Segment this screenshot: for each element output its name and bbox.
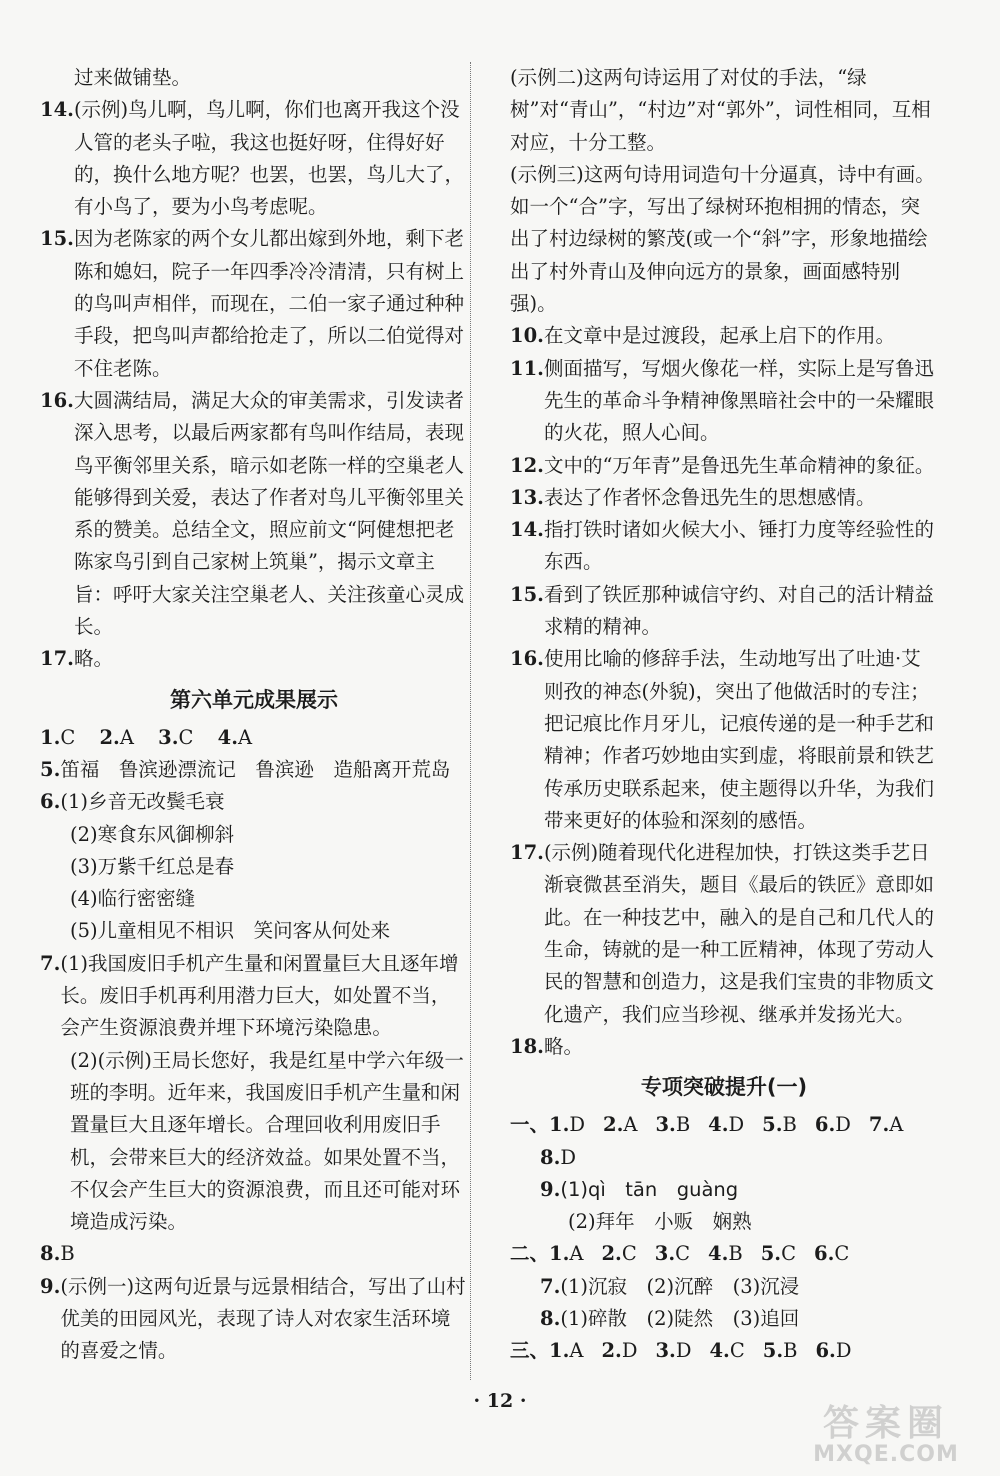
mc-answer (655, 1339, 691, 1362)
question-number: 4. (708, 1113, 729, 1137)
answer-8 (40, 1238, 468, 1270)
mc-answer (708, 1242, 743, 1265)
answer-9 (40, 1271, 468, 1368)
part-1-q8 (510, 1142, 938, 1174)
mc-answer (815, 1339, 851, 1362)
answer-text: (1)沉寂 (2)沉醉 (3)沉浸 (560, 1274, 800, 1298)
mc-answer (655, 1113, 690, 1136)
question-number: 16. (40, 388, 74, 412)
answer-choice: A (237, 725, 253, 749)
answer-16 (40, 385, 468, 643)
question-number: 2. (601, 1339, 622, 1363)
answer-6-part: (3)万紫千红总是春 (70, 854, 235, 878)
answer-6 (40, 786, 468, 818)
part-1-answers (510, 1109, 938, 1141)
mc-answer (549, 1339, 583, 1362)
question-number: 7. (868, 1113, 890, 1137)
question-number: 6. (814, 1242, 835, 1266)
answer-text: 笛福 鲁滨逊漂流记 鲁滨逊 造船离开荒岛 (60, 757, 451, 781)
mc-answer (763, 1339, 798, 1362)
answer-text: (示例)鸟儿啊，鸟儿啊，你们也离开我这个没人管的老头子啦，我这也挺好呀，住得好好的，换什么地方呢？也罢，也罢，鸟儿大了，有小鸟了，要为小鸟考虑呢。 (73, 98, 464, 219)
part-3-answers (510, 1335, 938, 1367)
answer-choice: C (729, 1339, 745, 1363)
mc-answer (99, 726, 133, 749)
answer-choice: C (675, 1242, 691, 1266)
question-number: 4. (217, 725, 238, 749)
question-number: 15. (510, 582, 544, 606)
question-number: 3. (655, 1339, 676, 1363)
answer-10 (510, 320, 938, 352)
answer-choice: D (835, 1339, 852, 1363)
question-number: 9. (40, 1274, 61, 1298)
part-label: 二、 (510, 1242, 550, 1266)
answer-text: (示例)随着现代化进程加快，打铁这类手艺日渐衰微甚至消失，题目《最后的铁匠》意即如此。在一种技艺中，融入的是自己和几代人的生命，铸就的是一种工匠精神，体现了劳动人民的智慧和创造力，这是我们宝贵的非物质文化遗产，我们应当珍视、继承并发扬光大。 (543, 841, 934, 1026)
answer-choice: B (728, 1242, 743, 1266)
column-divider (470, 62, 471, 1380)
question-number: 17. (40, 647, 74, 671)
section-title: 第六单元成果展示 (170, 687, 338, 712)
answer-14 (510, 514, 938, 579)
answer-14 (40, 94, 468, 223)
question-number: 15. (40, 227, 74, 251)
question-number: 7. (40, 951, 61, 975)
continued-text: 过来做铺垫。 (74, 66, 192, 89)
question-number: 5. (762, 1113, 783, 1137)
part-label: 一、 (510, 1113, 550, 1137)
question-number: 6. (815, 1339, 836, 1363)
question-number: 2. (603, 1113, 624, 1137)
question-number: 1. (40, 725, 61, 749)
question-number: 2. (601, 1242, 622, 1266)
question-number: 8. (40, 1242, 61, 1266)
watermark-logo-text: 答案圈 (822, 1403, 949, 1444)
answer-13 (510, 482, 938, 514)
question-number: 18. (510, 1034, 544, 1058)
question-number: 5. (40, 757, 61, 781)
mc-answer (40, 726, 75, 749)
question-number: 13. (510, 485, 544, 509)
question-number: 16. (510, 647, 544, 671)
answer-9-example-3: (示例三)这两句诗用词造句十分逼真，诗中有画。如一个“合”字，写出了绿树环抱相拥的情态，突出了村边绿树的繁茂(或一个“斜”字，形象地描绘出了村外青山及伸向远方的景象，画面感特别强)。 (510, 162, 935, 316)
answer-text: 因为老陈家的两个女儿都出嫁到外地，剩下老陈和媳妇，院子一年四季冷冷清清，只有树上的鸟叫声相伴，而现在，二伯一家子通过种种手段，把鸟叫声都给抢走了，所以二伯觉得对不住老陈。 (73, 227, 464, 380)
left-column (40, 62, 468, 1368)
question-number: 4. (708, 1242, 729, 1266)
mc-answer (761, 1242, 796, 1265)
question-number: 1. (549, 1339, 570, 1363)
question-number: 14. (40, 98, 74, 122)
answer-choice: C (781, 1242, 797, 1266)
multiple-choice-answers (40, 722, 468, 754)
answer-text: (1)我国废旧手机产生量和闲置量巨大且逐年增长。废旧手机再利用潜力巨大，如处置不当，会产生资源浪费并埋下环境污染隐患。 (60, 951, 459, 1040)
right-column (510, 62, 938, 1368)
answer-choice: D (728, 1113, 745, 1137)
answer-choice: D (675, 1339, 692, 1363)
answer-text: (1)碎散 (2)陡然 (3)追回 (560, 1306, 800, 1330)
answer-5 (40, 754, 468, 786)
answer-choice: D (560, 1145, 576, 1169)
answer-choice: B (783, 1339, 798, 1363)
answer-choice: A (623, 1113, 638, 1137)
question-number: 8. (540, 1145, 561, 1169)
question-number: 4. (709, 1339, 730, 1363)
question-number: 14. (510, 518, 544, 542)
mc-answer (762, 1113, 797, 1136)
answer-11 (510, 353, 938, 450)
answer-text: (示例一)这两句近景与远景相结合，写出了山村优美的田园风光，表现了诗人对农家生活环境的喜爱之情。 (60, 1274, 466, 1363)
mc-answer (601, 1242, 636, 1265)
answer-17 (40, 643, 468, 675)
answer-text: 指打铁时诸如火候大小、锤打力度等经验性的东西。 (543, 518, 934, 574)
answer-text: B (60, 1242, 75, 1266)
answer-choice: A (889, 1113, 904, 1137)
question-number: 10. (510, 324, 544, 348)
answer-choice: C (60, 725, 76, 749)
answer-15 (40, 223, 468, 384)
question-number: 6. (40, 790, 61, 814)
answer-text: 表达了作者怀念鲁迅先生的思想感情。 (543, 485, 876, 509)
answer-7 (40, 948, 468, 1045)
answer-text: 略。 (73, 647, 113, 671)
answer-16 (510, 643, 938, 837)
question-number: 3. (655, 1113, 676, 1137)
question-number: 12. (510, 453, 544, 477)
answer-text: 使用比喻的修辞手法，生动地写出了吐迪·艾则孜的神态(外貌)，突出了他做活时的专注；把记痕比作月牙儿，记痕传递的是一种手艺和精神；作者巧妙地由实到虚，将眼前景和铁艺传承历史联系起来，使主题得以升华，为我们带来更好的体验和深刻的感悟。 (543, 647, 934, 832)
answer-choice: D (621, 1339, 638, 1363)
question-number: 1. (549, 1113, 570, 1137)
part-2-q8 (510, 1303, 938, 1335)
watermark-url: MXQE.COM (813, 1442, 959, 1467)
question-number: 3. (654, 1242, 676, 1266)
question-number: 7. (540, 1274, 561, 1298)
answer-choice: A (569, 1339, 584, 1363)
section-title: 专项突破提升(一) (640, 1075, 808, 1100)
mc-answer (814, 1242, 849, 1265)
answer-choice: A (119, 725, 134, 749)
part-2-q7 (510, 1271, 938, 1303)
part-label: 三、 (510, 1339, 550, 1363)
mc-answer (815, 1113, 851, 1136)
mc-answer (218, 726, 252, 749)
mc-answer (655, 1242, 690, 1265)
question-number: 3. (158, 725, 179, 749)
answer-text: 在文章中是过渡段，起承上启下的作用。 (543, 324, 895, 348)
answer-6-part: (4)临行密密缝 (70, 887, 196, 911)
answer-choice: C (834, 1242, 850, 1266)
question-number: 5. (762, 1339, 784, 1363)
pinyin-answer: (1)qì tān guàng (560, 1177, 739, 1201)
mc-answer (708, 1113, 744, 1136)
answer-text: 略。 (543, 1034, 583, 1058)
watermark-logo (786, 1404, 986, 1470)
mc-answer (603, 1113, 637, 1136)
answer-choice: D (569, 1113, 586, 1137)
answer-17 (510, 837, 938, 1031)
mc-answer (158, 726, 193, 749)
part-2-answers (510, 1238, 938, 1270)
answer-9-example-2: (示例二)这两句诗运用了对仗的手法，“绿树”对“青山”，“村边”对“郭外”，词性相同，互相对应，十分工整。 (510, 66, 931, 154)
question-number: 17. (510, 841, 544, 865)
question-number: 9. (540, 1177, 561, 1201)
answer-choice: D (835, 1113, 851, 1137)
answer-choice: B (675, 1113, 691, 1137)
answer-choice: C (621, 1242, 637, 1266)
answer-text: 大圆满结局，满足大众的审美需求，引发读者深入思考，以最后两家都有鸟叫作结局，表现鸟平衡邻里关系，暗示如老陈一样的空巢老人能够得到关爱，表达了作者对鸟儿平衡邻里关系的赞美。总结全文，照应前文“阿健想把老陈家鸟引到自己家树上筑巢”，揭示文章主旨：呼吁大家关注空巢老人、关注孩童心灵成长。 (73, 388, 464, 639)
answer-18 (510, 1031, 938, 1063)
answer-6-part: (5)儿童相见不相识 笑问客从何处来 (70, 919, 391, 943)
answer-text: 看到了铁匠那种诚信守约、对自己的活计精益求精的精神。 (543, 582, 934, 639)
part-1-q9 (510, 1174, 938, 1206)
mc-answer (709, 1339, 744, 1362)
answer-text: (1)乡音无改鬓毛衰 (60, 790, 225, 814)
answer-choice: B (782, 1113, 797, 1137)
answer-7-part-2: (2)(示例)王局长您好，我是红星中学六年级一班的李明。近年来，我国废旧手机产生量和闲置量巨大且逐年增长。合理回收利用废旧手机，会带来巨大的经济效益。如果处置不当，不仅会产生巨大的资源浪费，而且还可能对环境造成污染。 (70, 1048, 464, 1234)
answer-text: 侧面描写，写烟火像花一样，实际上是写鲁迅先生的革命斗争精神像黑暗社会中的一朵耀眼的火花，照人心间。 (543, 356, 934, 445)
question-number: 8. (540, 1306, 561, 1330)
mc-answer (869, 1113, 903, 1136)
answer-15 (510, 579, 938, 644)
answer-text: 文中的“万年青”是鲁迅先生革命精神的象征。 (543, 453, 935, 477)
question-number: 6. (814, 1113, 836, 1137)
answer-choice: A (569, 1242, 584, 1266)
question-number: 5. (760, 1242, 782, 1266)
part-1-q9-part-2: (2)拜年 小贩 娴熟 (568, 1210, 752, 1234)
mc-answer (549, 1242, 583, 1265)
question-number: 11. (510, 356, 544, 380)
page-number: · 12 · (473, 1390, 527, 1412)
question-number: 1. (549, 1242, 570, 1266)
answer-12 (510, 450, 938, 482)
answer-6-part: (2)寒食东风御柳斜 (70, 822, 235, 846)
answer-choice: C (178, 725, 194, 749)
mc-answer (549, 1113, 585, 1136)
question-number: 2. (99, 725, 120, 749)
mc-answer (601, 1339, 637, 1362)
